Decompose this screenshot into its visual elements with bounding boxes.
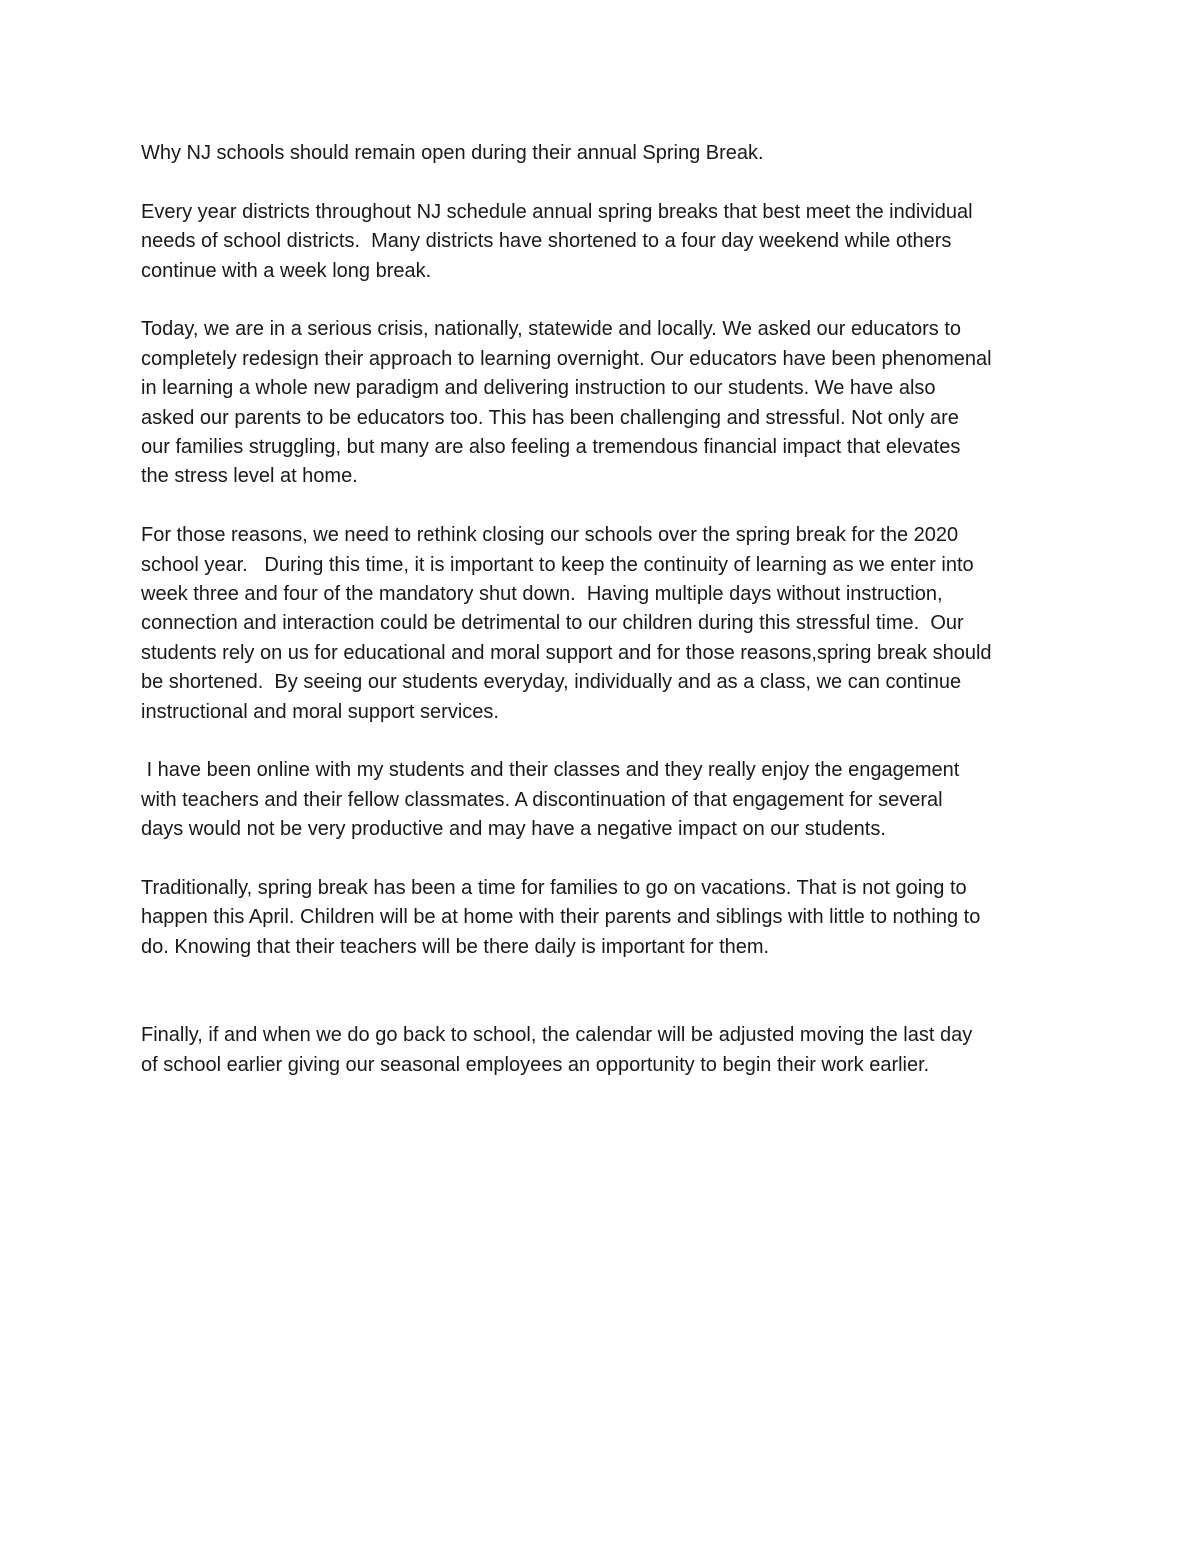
paragraph-spacer: [141, 845, 1071, 874]
paragraph-online-engagement: I have been online with my students and their classes and they really enjoy the engagement with teachers and their fellow classmates. A discontinuation of that engagement for several days would not be very productive and may have a negative impact on our students.: [141, 759, 960, 841]
paragraph-spacer: [141, 727, 1071, 756]
document-body: [141, 139, 1071, 1080]
paragraph-calendar-adjustment: Finally, if and when we do go back to school, the calendar will be adjusted moving the last day of school earlier giving our seasonal employees an opportunity to begin their work earlier.: [141, 1024, 973, 1076]
document-title: Why NJ schools should remain open during their annual Spring Break.: [141, 142, 764, 164]
paragraph-spacer: [141, 492, 1071, 521]
paragraph-spacer: [141, 962, 1071, 1021]
paragraph-spacer: [141, 168, 1071, 197]
paragraph-rethink-closing: For those reasons, we need to rethink closing our schools over the spring break for the 2020 school year. During this time, it is important to keep the continuity of learning as we enter into week three and four of the mandatory shut down. Having multiple days without instruction, connection and interaction could be detrimental to our children during this stressful time. Our students rely on us for educational and moral support and for those reasons,spring break should be shortened. By seeing our students everyday, individually and as a class, we can continue instructional and moral support services.: [141, 524, 992, 723]
paragraph-spring-break-schedules: Every year districts throughout NJ schedule annual spring breaks that best meet the individual needs of school districts. Many districts have shortened to a four day weekend while others continue with a week long break.: [141, 200, 973, 282]
paragraph-spacer: [141, 286, 1071, 315]
paragraph-traditional-vacations: Traditionally, spring break has been a time for families to go on vacations. That is not going to happen this April. Children will be at home with their parents and siblings with little to nothing to do. Knowing that their teachers will be there daily is important for them.: [141, 877, 981, 958]
paragraph-crisis: Today, we are in a serious crisis, nationally, statewide and locally. We asked our educators to completely redesign their approach to learning overnight. Our educators have been phenomenal in learning a whole new paradigm and delivering instruction to our students. We have also asked our parents to be educators too. This has been challenging and stressful. Not only are our families struggling, but many are also feeling a tremendous financial impact that elevates the stress level at home.: [141, 318, 992, 488]
